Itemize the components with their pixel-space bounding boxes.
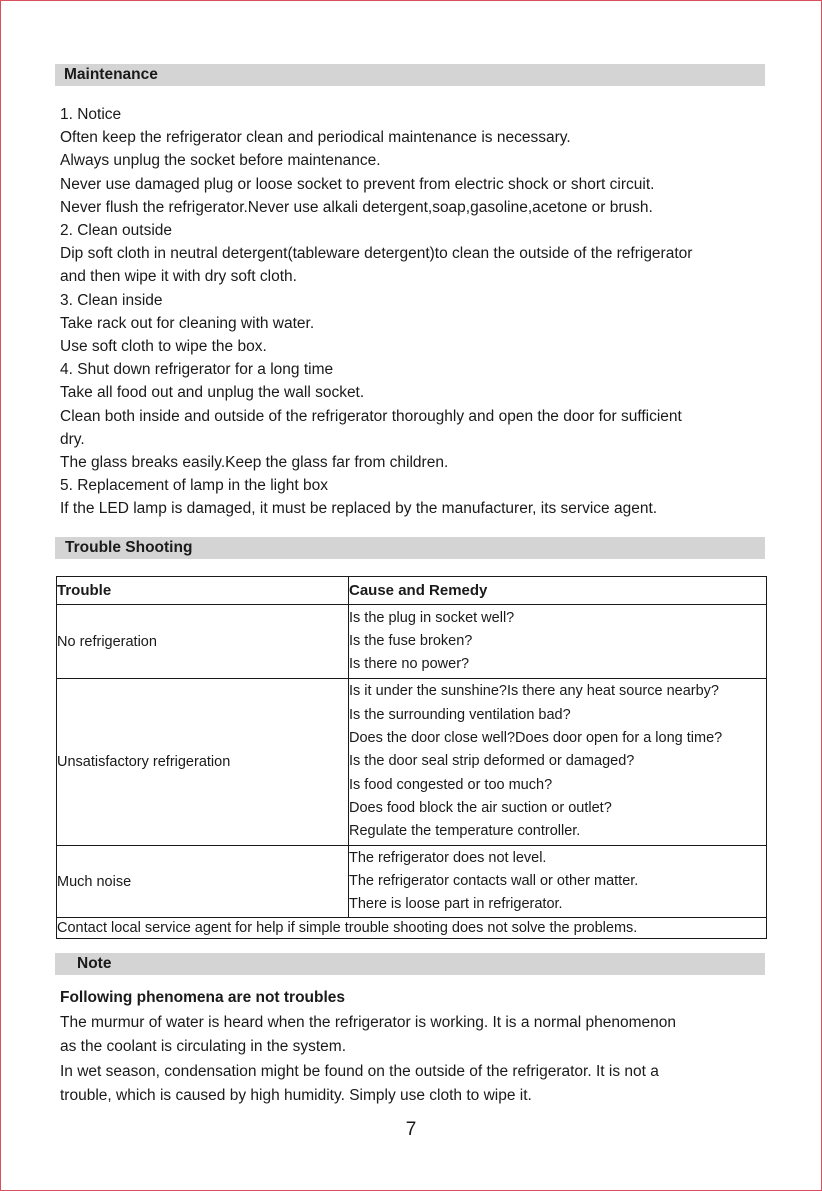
remedy-line: Is the fuse broken? xyxy=(349,632,473,649)
shut-down-heading: 4. Shut down refrigerator for a long time xyxy=(60,361,334,379)
clean-inside-heading: 3. Clean inside xyxy=(60,291,163,309)
table-row xyxy=(57,679,767,846)
remedy-line: Regulate the temperature controller. xyxy=(349,823,581,840)
remedy-line: The refrigerator contacts wall or other matter. xyxy=(349,872,639,889)
note-line: as the coolant is circulating in the system. xyxy=(60,1038,347,1055)
page-number: 7 xyxy=(405,1119,417,1140)
table-row xyxy=(57,846,767,918)
remedy-cell xyxy=(349,846,767,918)
trouble-column-header: Trouble xyxy=(57,577,349,605)
remedy-line: Is food congested or too much? xyxy=(349,776,553,793)
table-header-row xyxy=(57,577,767,605)
maintenance-line: Dip soft cloth in neutral detergent(tableware detergent)to clean the outside of the refrigerator xyxy=(60,245,693,263)
remedy-line: Does food block the air suction or outlet? xyxy=(349,799,612,816)
trouble-cell: Unsatisfactory refrigeration xyxy=(57,679,349,846)
table-footer-row xyxy=(57,918,767,939)
remedy-line: Is it under the sunshine?Is there any heat source nearby? xyxy=(349,683,719,700)
maintenance-line: The glass breaks easily.Keep the glass far from children. xyxy=(60,454,449,472)
remedy-line: There is loose part in refrigerator. xyxy=(349,896,563,913)
lamp-replacement-heading: 5. Replacement of lamp in the light box xyxy=(60,477,328,495)
clean-outside-heading: 2. Clean outside xyxy=(60,222,173,240)
remedy-line: The refrigerator does not level. xyxy=(349,849,547,866)
maintenance-line: Never use damaged plug or loose socket to prevent from electric shock or short circuit. xyxy=(60,175,655,193)
trouble-shooting-header: Trouble Shooting xyxy=(55,537,765,559)
maintenance-line: Never flush the refrigerator.Never use alkali detergent,soap,gasoline,acetone or brush. xyxy=(60,198,653,216)
maintenance-header: Maintenance xyxy=(55,64,765,86)
table-row xyxy=(57,605,767,679)
notice-heading: 1. Notice xyxy=(60,106,122,123)
note-body xyxy=(60,986,770,1109)
remedy-cell xyxy=(349,605,767,679)
maintenance-body xyxy=(60,103,770,521)
maintenance-line: If the LED lamp is damaged, it must be replaced by the manufacturer, its service agent. xyxy=(60,500,658,518)
maintenance-line: Take rack out for cleaning with water. xyxy=(60,314,315,332)
remedy-line: Does the door close well?Does door open for a long time? xyxy=(349,730,723,747)
remedy-line: Is there no power? xyxy=(349,656,470,673)
note-heading: Following phenomena are not troubles xyxy=(60,989,346,1006)
remedy-line: Is the surrounding ventilation bad? xyxy=(349,706,571,723)
maintenance-line: dry. xyxy=(60,430,85,448)
maintenance-line: Often keep the refrigerator clean and periodical maintenance is necessary. xyxy=(60,129,571,147)
remedy-line: Is the door seal strip deformed or damaged? xyxy=(349,753,635,770)
remedy-cell xyxy=(349,679,767,846)
remedy-column-header: Cause and Remedy xyxy=(349,577,767,605)
note-line: The murmur of water is heard when the refrigerator is working. It is a normal phenomenon xyxy=(60,1013,676,1031)
maintenance-line: Clean both inside and outside of the refrigerator thoroughly and open the door for sufficient xyxy=(60,407,682,425)
remedy-line: Is the plug in socket well? xyxy=(349,609,515,626)
maintenance-line: and then wipe it with dry soft cloth. xyxy=(60,268,297,286)
note-line: trouble, which is caused by high humidity. Simply use cloth to wipe it. xyxy=(60,1087,532,1104)
maintenance-line: Always unplug the socket before maintenance. xyxy=(60,152,381,170)
trouble-cell: Much noise xyxy=(57,846,349,918)
trouble-cell: No refrigeration xyxy=(57,605,349,679)
note-line: In wet season, condensation might be found on the outside of the refrigerator. It is not a xyxy=(60,1062,659,1080)
note-header: Note xyxy=(55,953,765,975)
service-agent-note: Contact local service agent for help if simple trouble shooting does not solve the problems. xyxy=(57,918,767,939)
trouble-shooting-table xyxy=(56,576,767,939)
maintenance-line: Take all food out and unplug the wall socket. xyxy=(60,384,365,402)
maintenance-line: Use soft cloth to wipe the box. xyxy=(60,338,267,356)
